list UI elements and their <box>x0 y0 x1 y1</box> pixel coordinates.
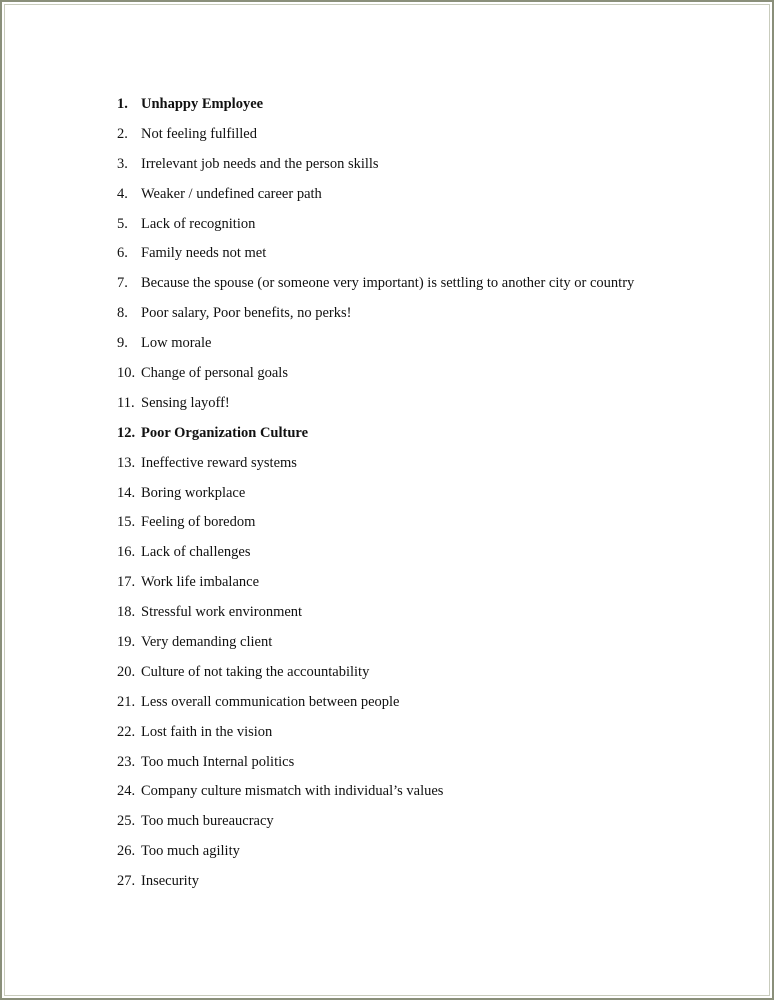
list-item-text: Low morale <box>141 335 212 352</box>
list-item <box>117 601 634 631</box>
list-item <box>117 780 634 810</box>
list-item <box>117 541 634 571</box>
list-item-number: 17. <box>117 574 136 591</box>
list-item-text: Because the spouse (or someone very important) is settling to another city or country <box>141 275 635 292</box>
list-item-text: Insecurity <box>141 873 199 890</box>
list-item-text: Work life imbalance <box>141 574 260 591</box>
list-item-text: Lost faith in the vision <box>141 723 273 740</box>
list-item-text: Family needs not met <box>141 245 267 262</box>
list-item-text: Culture of not taking the accountability <box>141 663 370 680</box>
list-item-number: 14. <box>117 484 136 501</box>
list-item <box>117 810 634 840</box>
list-item-number: 13. <box>117 454 136 471</box>
list-item-number: 16. <box>117 544 136 561</box>
list-item-text: Sensing layoff! <box>141 394 230 411</box>
list-item <box>117 213 634 243</box>
list-item-number: 11. <box>117 394 135 411</box>
list-item <box>117 482 634 512</box>
list-item-number: 9. <box>117 335 128 352</box>
list-item-text: Stressful work environment <box>141 604 303 621</box>
list-item <box>117 840 634 870</box>
list-item <box>117 870 634 900</box>
list-item-number: 21. <box>117 693 136 710</box>
list-item <box>117 721 634 751</box>
list-item-number: 7. <box>117 275 128 292</box>
reasons-list <box>117 93 634 900</box>
list-item-number: 4. <box>117 185 128 202</box>
list-item <box>117 571 634 601</box>
list-item-number: 2. <box>117 125 128 142</box>
list-item-text: Lack of challenges <box>141 544 251 561</box>
list-item <box>117 183 634 213</box>
list-item-text: Poor Organization Culture <box>141 424 309 441</box>
list-item-number: 25. <box>117 813 136 830</box>
list-item-text: Boring workplace <box>141 484 246 501</box>
list-item-text: Ineffective reward systems <box>141 454 297 471</box>
list-item <box>117 123 634 153</box>
list-item <box>117 392 634 422</box>
list-item-number: 8. <box>117 305 128 322</box>
list-item-number: 19. <box>117 634 136 651</box>
list-item-text: Lack of recognition <box>141 215 256 232</box>
list-item <box>117 631 634 661</box>
list-item-number: 24. <box>117 783 136 800</box>
list-heading-item <box>117 422 634 452</box>
list-item-number: 3. <box>117 155 128 172</box>
list-item-text: Very demanding client <box>141 634 273 651</box>
list-item-number: 12. <box>117 424 136 441</box>
list-item-text: Change of personal goals <box>141 365 288 382</box>
list-item-number: 22. <box>117 723 136 740</box>
list-item-text: Feeling of boredom <box>141 514 256 531</box>
list-item-text: Less overall communication between people <box>141 693 400 710</box>
list-item <box>117 362 634 392</box>
list-item <box>117 272 634 302</box>
list-item <box>117 511 634 541</box>
list-item-text: Too much Internal politics <box>141 753 295 770</box>
list-item-text: Too much agility <box>141 843 240 860</box>
list-item-number: 15. <box>117 514 136 531</box>
list-item-number: 20. <box>117 663 136 680</box>
list-item-number: 10. <box>117 365 136 382</box>
list-item-number: 1. <box>117 96 128 112</box>
list-item-text: Poor salary, Poor benefits, no perks! <box>141 305 352 322</box>
list-heading-item <box>117 93 634 123</box>
list-item-text: Too much bureaucracy <box>141 813 274 830</box>
list-item-number: 18. <box>117 604 136 621</box>
list-item <box>117 153 634 183</box>
list-item <box>117 302 634 332</box>
list-item <box>117 691 634 721</box>
list-item <box>117 661 634 691</box>
list-item-text: Not feeling fulfilled <box>141 125 257 142</box>
list-item-number: 6. <box>117 245 128 262</box>
list-item-text: Weaker / undefined career path <box>141 185 322 202</box>
list-item-number: 26. <box>117 843 136 860</box>
list-item <box>117 452 634 482</box>
list-item-number: 23. <box>117 753 136 770</box>
list-item-text: Company culture mismatch with individual’s values <box>141 783 444 800</box>
list-item-number: 5. <box>117 215 128 232</box>
list-item-text: Unhappy Employee <box>141 96 264 112</box>
list-item <box>117 242 634 272</box>
list-item-text: Irrelevant job needs and the person skills <box>141 155 379 172</box>
list-item <box>117 332 634 362</box>
list-item-number: 27. <box>117 873 136 890</box>
list-item <box>117 751 634 781</box>
